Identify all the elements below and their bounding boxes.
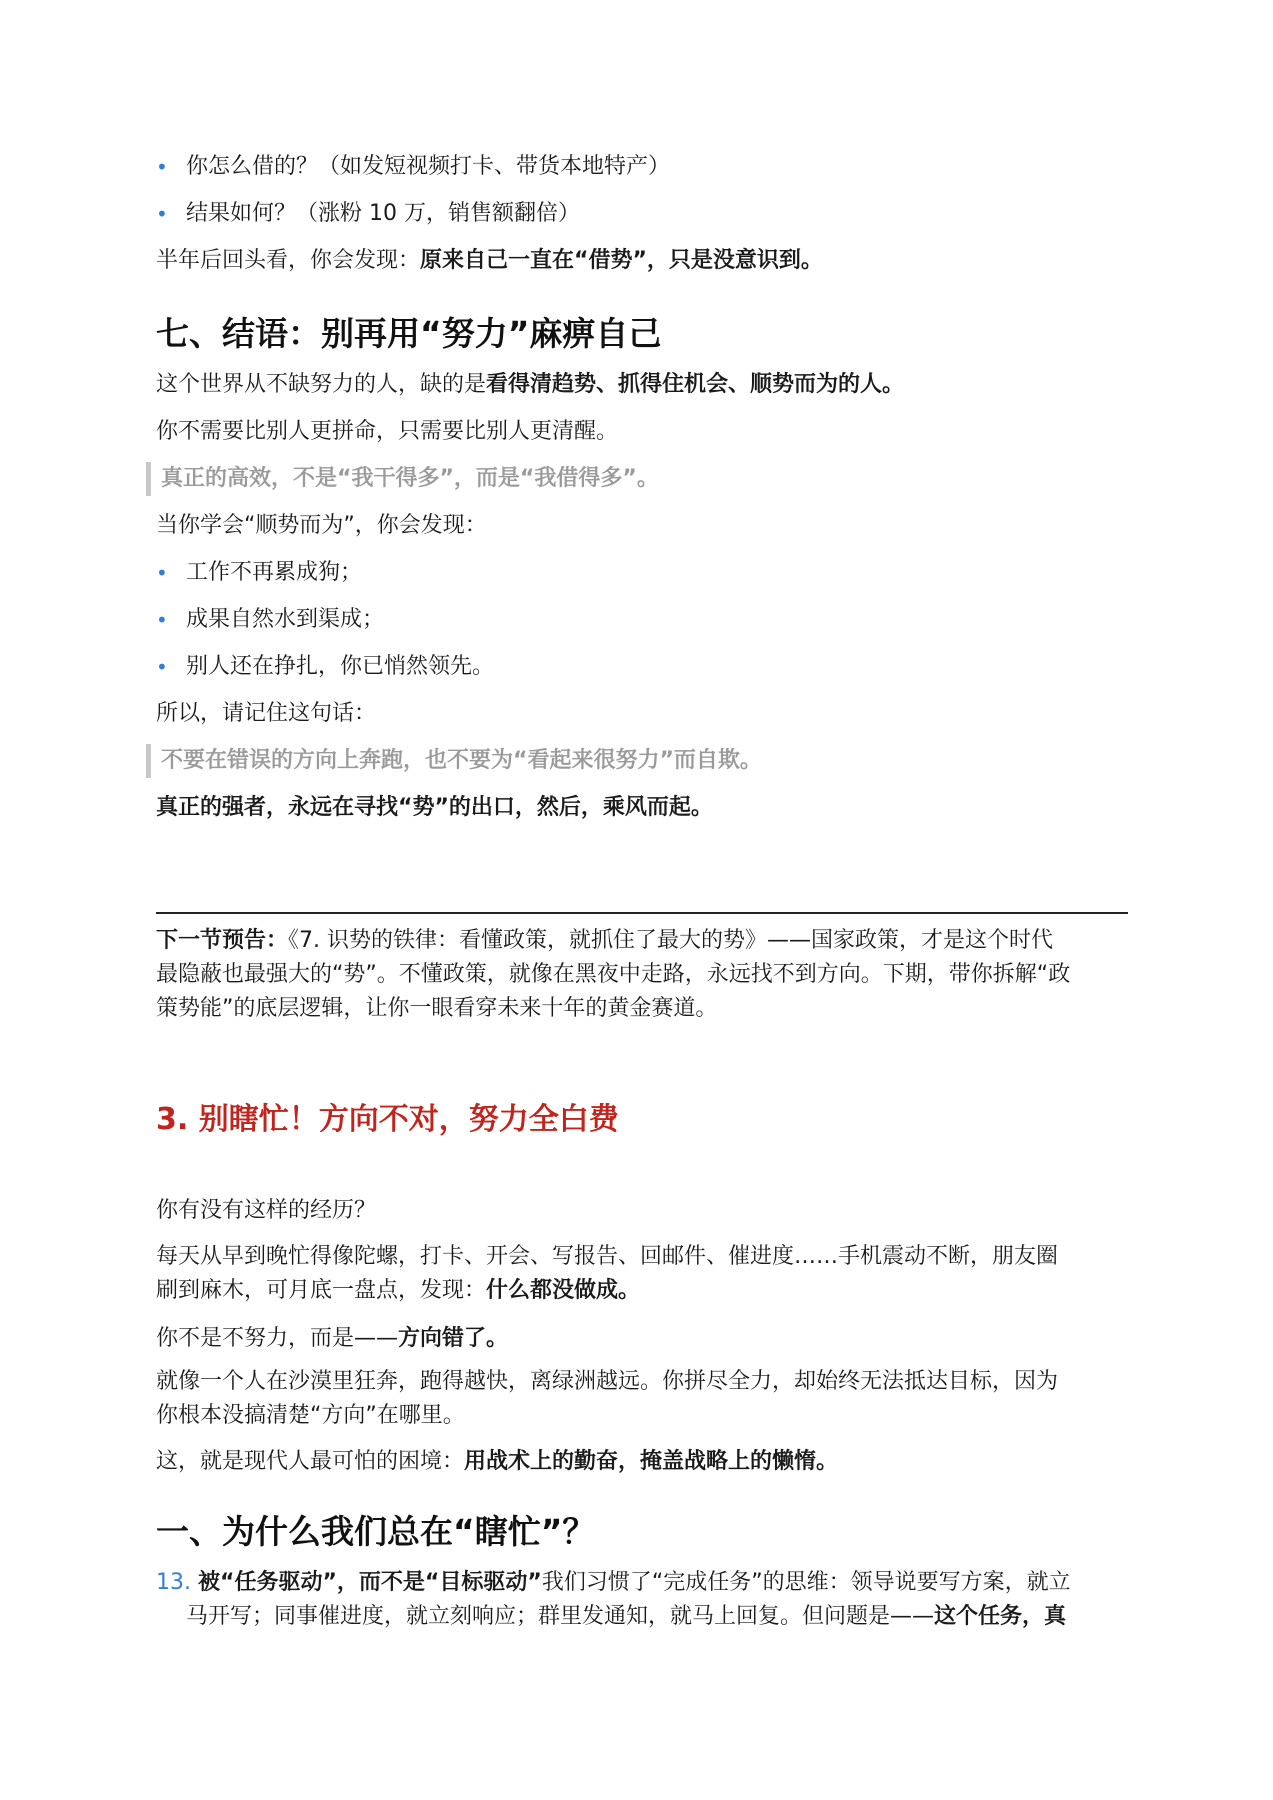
bullet-dot-icon: • (156, 608, 168, 632)
numbered-list-item: 13. 被“任务驱动”，而不是“目标驱动”我们习惯了“完成任务”的思维：领导说要写方案，就立 马开写；同事催进度，就立刻响应；群里发通知，就马上回复。但问题是——这个任务，真 (156, 1570, 1071, 1629)
bullet-dot-icon: • (156, 655, 168, 679)
paragraph: 你不需要比别人更拼命，只需要比别人更清醒。 (156, 419, 619, 444)
paragraph: 半年后回头看，你会发现：原来自己一直在“借势”，只是没意识到。 (156, 248, 823, 273)
paragraph: 当你学会“顺势而为”，你会发现： (156, 513, 487, 538)
closing-statement: 真正的强者，永远在寻找“势”的出口，然后，乘风而起。 (156, 795, 713, 820)
paragraph: 你不是不努力，而是——方向错了。 (156, 1326, 509, 1351)
paragraph: 这，就是现代人最可怕的困境：用战术上的勤奋，掩盖战略上的懒惰。 (156, 1449, 839, 1474)
blockquote: 真正的高效，不是“我干得多”，而是“我借得多”。 (146, 462, 1131, 496)
bullet-dot-icon: • (156, 155, 168, 179)
list-number: 13. (156, 1570, 191, 1595)
section-heading: 七、结语：别再用“努力”麻痹自己 (156, 314, 662, 353)
chapter-title: 3. 别瞎忙！方向不对，努力全白费 (156, 1102, 619, 1137)
paragraph: 就像一个人在沙漠里狂奔，跑得越快，离绿洲越远。你拼尽全力，却始终无法抵达目标，因为 你根本没搞清楚“方向”在哪里。 (156, 1369, 1059, 1428)
paragraph: 所以，请记住这句话： (156, 701, 377, 726)
bullet-dot-icon: • (156, 561, 168, 585)
section-heading: 一、为什么我们总在“瞎忙”？ (156, 1512, 596, 1551)
horizontal-divider (156, 912, 1128, 914)
paragraph: 这个世界从不缺努力的人，缺的是看得清趋势、抓得住机会、顺势而为的人。 (156, 372, 905, 397)
paragraph: 每天从早到晚忙得像陀螺，打卡、开会、写报告、回邮件、催进度……手机震动不断，朋友圈 刷到麻木，可月底一盘点，发现：什么都没做成。 (156, 1244, 1059, 1303)
next-section-preview: 下一节预告：《7. 识势的铁律：看懂政策，就抓住了最大的势》——国家政策，才是这个时代 最隐蔽也最强大的“势”。不懂政策，就像在黑夜中走路，永远找不到方向。下期，带你拆解“政 策势能”的底层逻辑，让你一眼看穿未来十年的黄金赛道。 (156, 928, 1071, 1021)
bullet-dot-icon: • (156, 202, 168, 226)
paragraph: 你有没有这样的经历？ (156, 1198, 377, 1223)
document-page: • 你怎么借的？（如发短视频打卡、带货本地特产） • 结果如何？（涨粉 10 万，销售额翻倍） 半年后回头看，你会发现：原来自己一直在“借势”，只是没意识到。 七、结语：别再用“努力”麻痹自己 这个世界从不缺努力的人，缺的是看得清趋势、抓得住机会、顺势而为的人。 你不需要比别人更拼命，只需要比别人更清醒。 真正的高效，不是“我干得多”，而是“我借得多”。 当你学会“顺势而为”，你会发现： • 工作不再累成狗； • 成果自然水到渠成； • 别人还在挣扎，你已悄然领先。 所以，请记住这句话： 不要在错误的方向上奔跑，也不要为“看起来很努力”而自欺。 真正的强者，永远在寻找“势”的出口，然后，乘风而起。 下一节预告：《7. 识势的铁律：看懂政策，就抓住了最大的势》——国家政策，才是这个时代 最隐蔽也最强大的“势”。不懂政策，就像在黑夜中走路，永远找不到方向。下期，带你拆解“政 策势能”的底层逻辑，让你一眼看穿未来十年的黄金赛道。 3. 别瞎忙！方向不对，努力全白费 你有没有这样的经历？ 每天从早到晚忙得像陀螺，打卡、开会、写报告、回邮件、催进度……手机震动不断，朋友圈 刷到麻木，可月底一盘点，发现：什么都没做成。 你不是不努力，而是——方向错了。 就像一个人在沙漠里狂奔，跑得越快，离绿洲越远。你拼尽全力，却始终无法抵达目标，因为 你根本没搞清楚“方向”在哪里。 这，就是现代人最可怕的困境：用战术上的勤奋，掩盖战略上的懒惰。 一、为什么我们总在“瞎忙”？ 13. 被“任务驱动”，而不是“目标驱动”我们习惯了“完成任务”的思维：领导说要写方案，就立 马开写；同事催进度，就立刻响应；群里发通知，就马上回复。但问题是——这个任务，真 (0, 0, 1273, 1800)
blockquote: 不要在错误的方向上奔跑，也不要为“看起来很努力”而自欺。 (146, 744, 1131, 778)
